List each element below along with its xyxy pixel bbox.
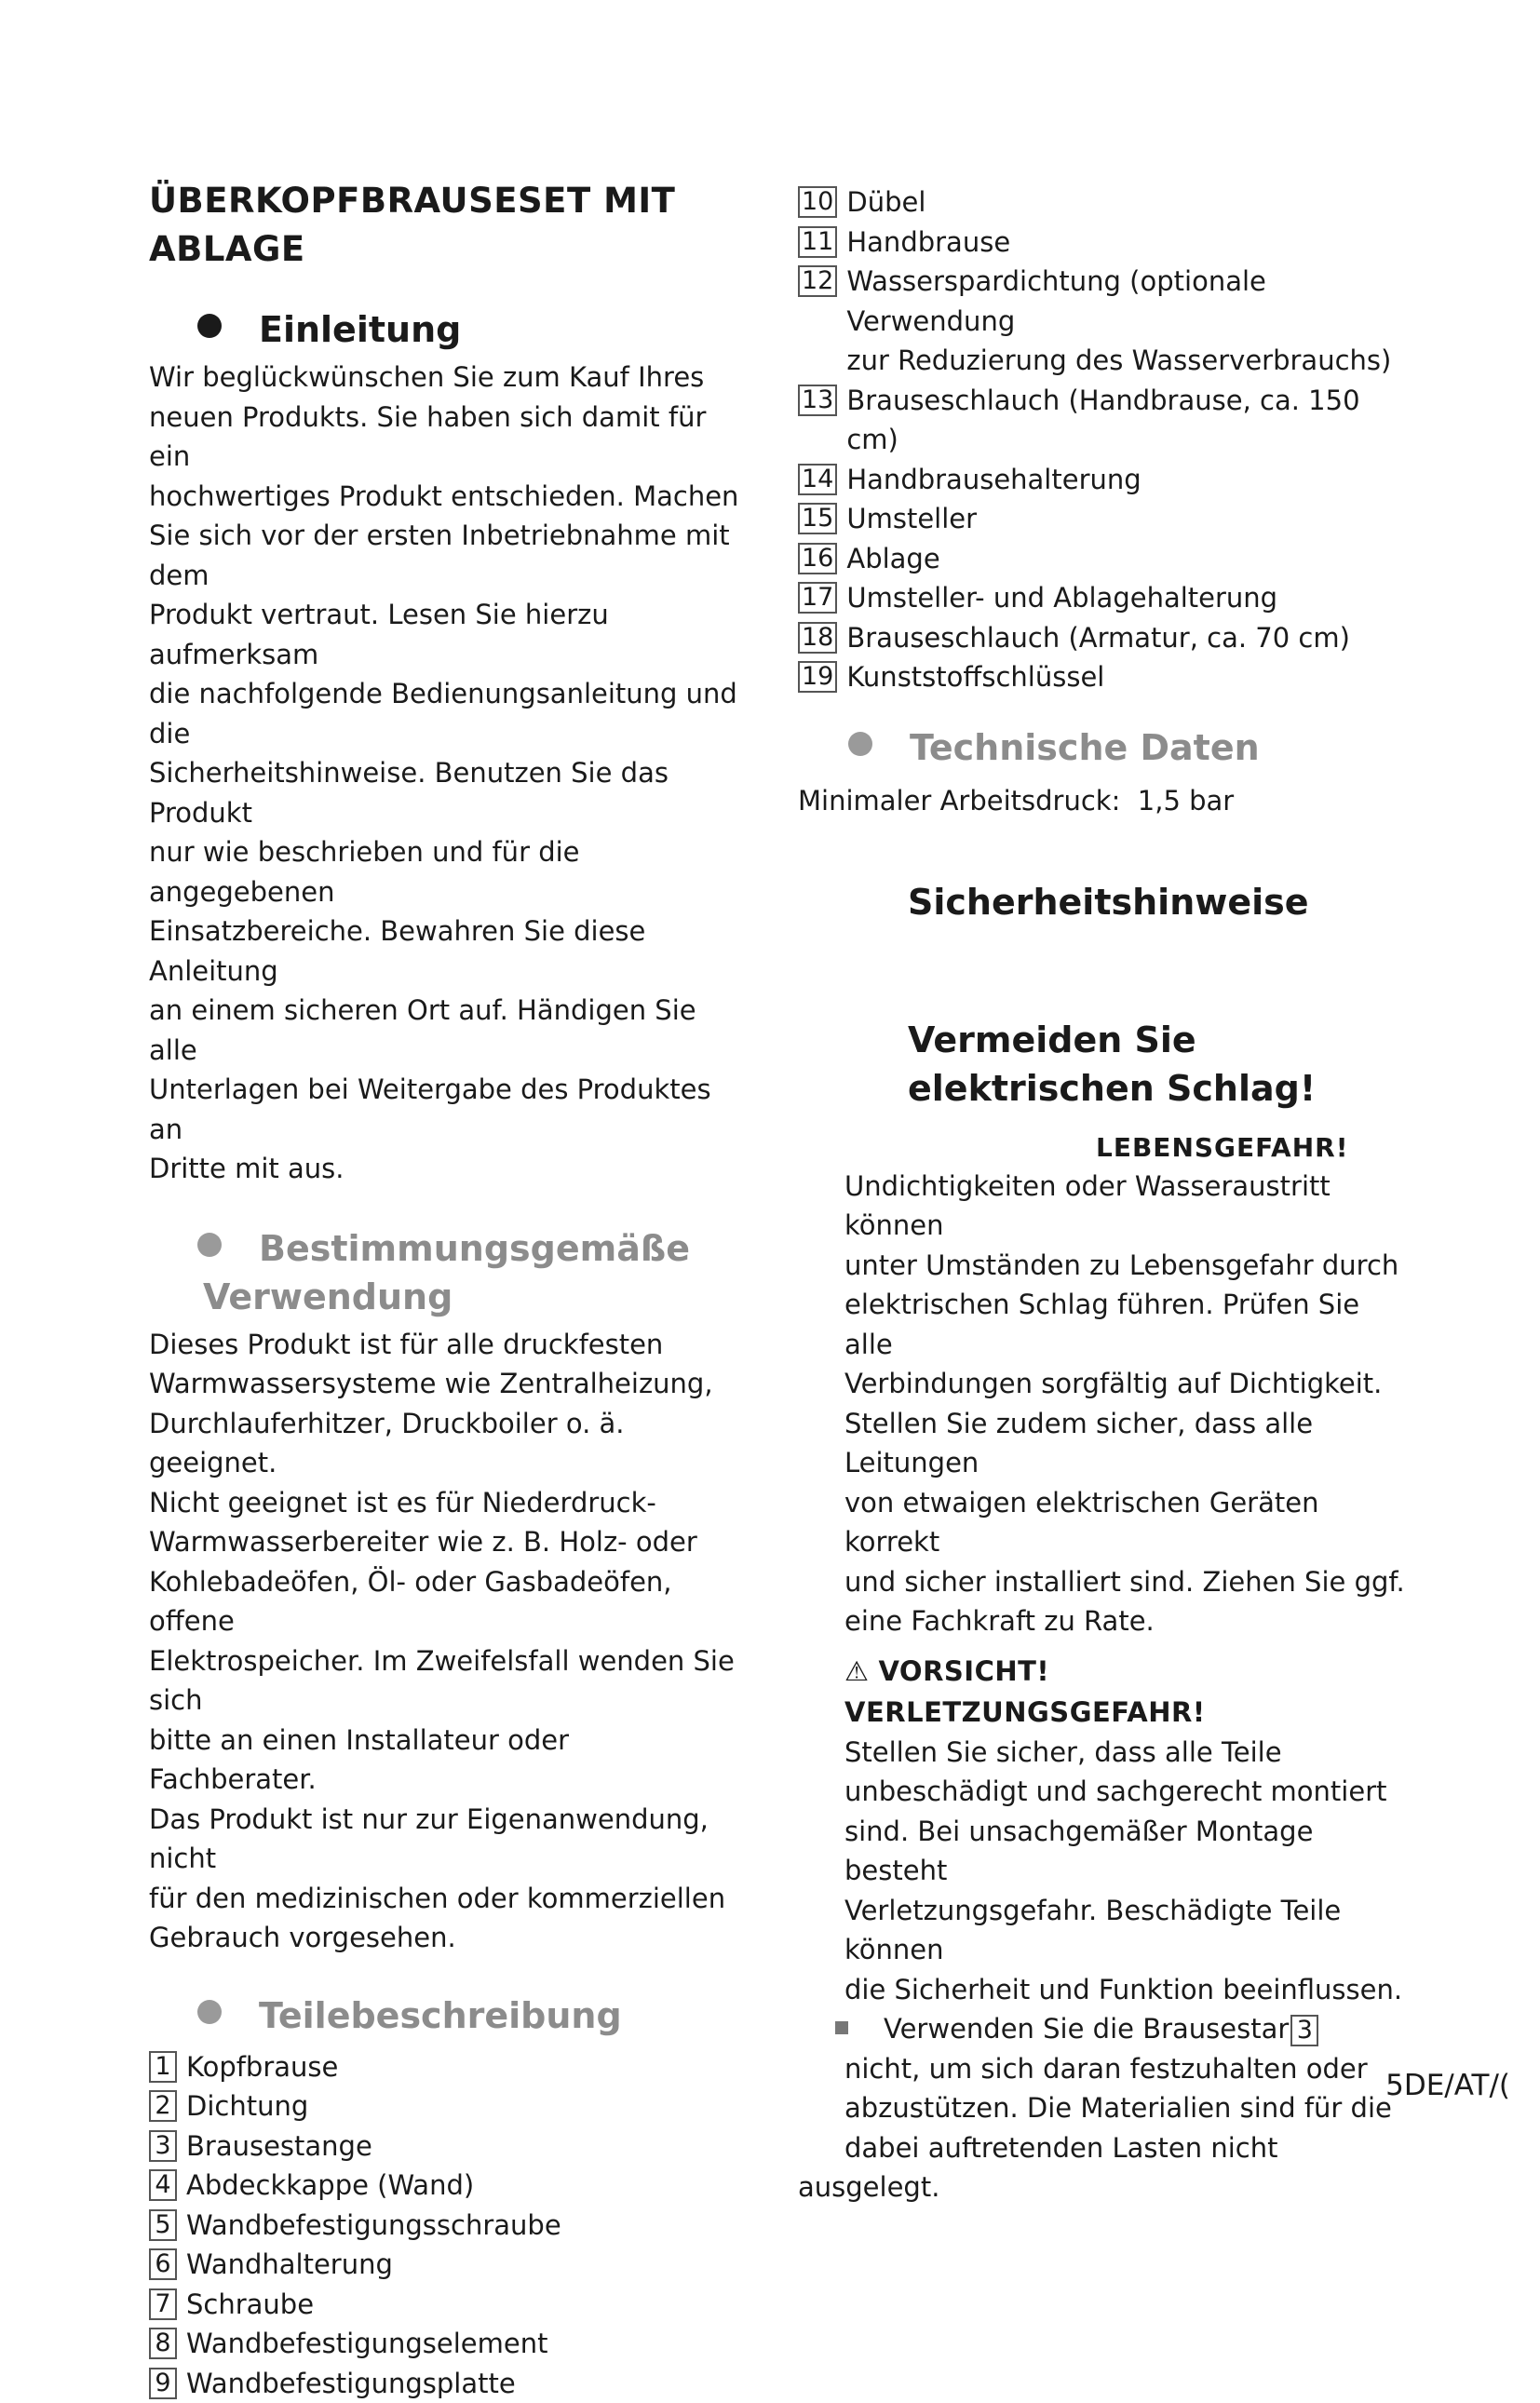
list-item: 1 Kopfbrause bbox=[149, 2047, 745, 2087]
bullet-icon bbox=[848, 732, 872, 756]
technik-line bbox=[798, 781, 1412, 820]
bullet-paragraph: Verwenden Sie die Brausestar 3 nicht, um sich daran festzuhalten oder abzustützen. Die Materialien sind für die dabei auftretenden Lasten nicht ausgelegt. bbox=[798, 2009, 1412, 2207]
list-item: 2 Dichtung bbox=[149, 2086, 745, 2126]
parts-list-left bbox=[149, 2047, 745, 2403]
technik-label: Minimaler Arbeitsdruck: bbox=[798, 785, 1120, 817]
square-bullet-icon bbox=[835, 2021, 848, 2034]
technik-value: 1,5 bar bbox=[1138, 785, 1234, 817]
bullet-icon bbox=[197, 314, 222, 338]
page-number: 5DE/AT/( bbox=[1385, 2067, 1510, 2104]
document-title bbox=[149, 177, 745, 274]
list-item: 16 Ablage bbox=[798, 539, 1412, 579]
parts-list-right bbox=[798, 182, 1412, 697]
part-ref: 3 bbox=[1290, 2015, 1318, 2046]
sicherheit-heading: Sicherheitshinweise bbox=[798, 878, 1412, 926]
list-item: 8 Wandbefestigungselement bbox=[149, 2324, 745, 2364]
bestimmung-text: Dieses Produkt ist für alle druckfesten Warmwassersysteme wie Zentralheizung, Durchlauferhitzer, Druckboiler o. ä. geeignet. Nicht geeignet ist es für Niederdruck- Warmwasserbereiter wie z. B. Holz- oder Kohlebadeöfen, Öl- oder Gasbadeöfen, offene Elektrospeicher. Im Zweifelsfall wenden Sie sich bitte an einen Installateur oder Fachberater. Das Produkt ist nur zur Eigenanwendung, nicht für den medizinischen oder kommerziellen Gebrauch vorgesehen. bbox=[149, 1325, 745, 1958]
vorsicht-label: ⚠ VORSICHT! VERLETZUNGSGEFAHR! bbox=[798, 1651, 1412, 1733]
list-item: 4 Abdeckkappe (Wand) bbox=[149, 2166, 745, 2206]
list-item: 10 Dübel bbox=[798, 182, 1412, 223]
list-item: 18 Brauseschlauch (Armatur, ca. 70 cm) bbox=[798, 618, 1412, 658]
einleitung-text: Wir beglückwünschen Sie zum Kauf Ihres neuen Produkts. Sie haben sich damit für ein hochwertiges Produkt entschieden. Machen Sie sich vor der ersten Inbetriebnahme mit dem Produkt vertraut. Lesen Sie hierzu aufmerksam die nachfolgende Bedienungsanleitung und die Sicherheitshinweise. Benutzen Sie das Produkt nur wie beschrieben und für die angegebenen Einsatzbereiche. Bewahren Sie diese Anleitung an einem sicheren Ort auf. Händigen Sie alle Unterlagen bei Weitergabe des Produktes an Dritte mit aus. bbox=[149, 358, 745, 1189]
list-item: 11 Handbrause bbox=[798, 223, 1412, 263]
bestimmung-heading: Bestimmungsgemäße Verwendung bbox=[149, 1224, 745, 1321]
list-item: 19 Kunststoffschlüssel bbox=[798, 657, 1412, 697]
einleitung-heading: Einleitung bbox=[149, 305, 745, 354]
right-column bbox=[798, 182, 1412, 2207]
list-item: 15 Umsteller bbox=[798, 499, 1412, 539]
warning-triangle-icon: ⚠ bbox=[844, 1651, 870, 1692]
warn-heading: Vermeiden Sie elektrischen Schlag! bbox=[798, 1016, 1412, 1113]
list-item: 3 Brausestange bbox=[149, 2126, 745, 2167]
vorsicht-text: Stellen Sie sicher, dass alle Teile unbeschädigt und sachgerecht montiert sind. Bei unsachgemäßer Montage besteht Verletzungsgefahr. Beschädigte Teile können die Sicherheit und Funktion beeinflussen. bbox=[798, 1733, 1412, 2010]
list-item: 5 Wandbefestigungsschraube bbox=[149, 2206, 745, 2246]
bullet-icon bbox=[197, 1233, 222, 1257]
list-item: 14 Handbrausehalterung bbox=[798, 460, 1412, 500]
lebensgefahr-label: LEBENSGEFAHR! bbox=[798, 1129, 1412, 1167]
document-title-line2: ABLAGE bbox=[149, 229, 305, 269]
list-item: 12 Wasserspardichtung (optionale Verwendung zur Reduzierung des Wasserverbrauchs) bbox=[798, 262, 1412, 381]
list-item: 6 Wandhalterung bbox=[149, 2245, 745, 2285]
technik-heading: Technische Daten bbox=[798, 723, 1412, 772]
document-title-line1: ÜBERKOPFBRAUSESET MIT bbox=[149, 181, 675, 221]
list-item: 13 Brauseschlauch (Handbrause, ca. 150 cm) bbox=[798, 381, 1412, 460]
bullet-icon bbox=[197, 2000, 222, 2024]
teile-heading: Teilebeschreibung bbox=[149, 1991, 745, 2040]
lebensgefahr-text: Undichtigkeiten oder Wasseraustritt können unter Umständen zu Lebensgefahr durch elektrischen Schlag führen. Prüfen Sie alle Verbindungen sorgfältig auf Dichtigkeit. Stellen Sie zudem sicher, dass alle Leitungen von etwaigen elektrischen Geräten korrekt und sicher installiert sind. Ziehen Sie ggf. eine Fachkraft zu Rate. bbox=[798, 1167, 1412, 1641]
list-item: 9 Wandbefestigungsplatte bbox=[149, 2364, 745, 2403]
left-column bbox=[149, 177, 745, 2403]
list-item: 17 Umsteller- und Ablagehalterung bbox=[798, 578, 1412, 618]
list-item: 7 Schraube bbox=[149, 2285, 745, 2325]
